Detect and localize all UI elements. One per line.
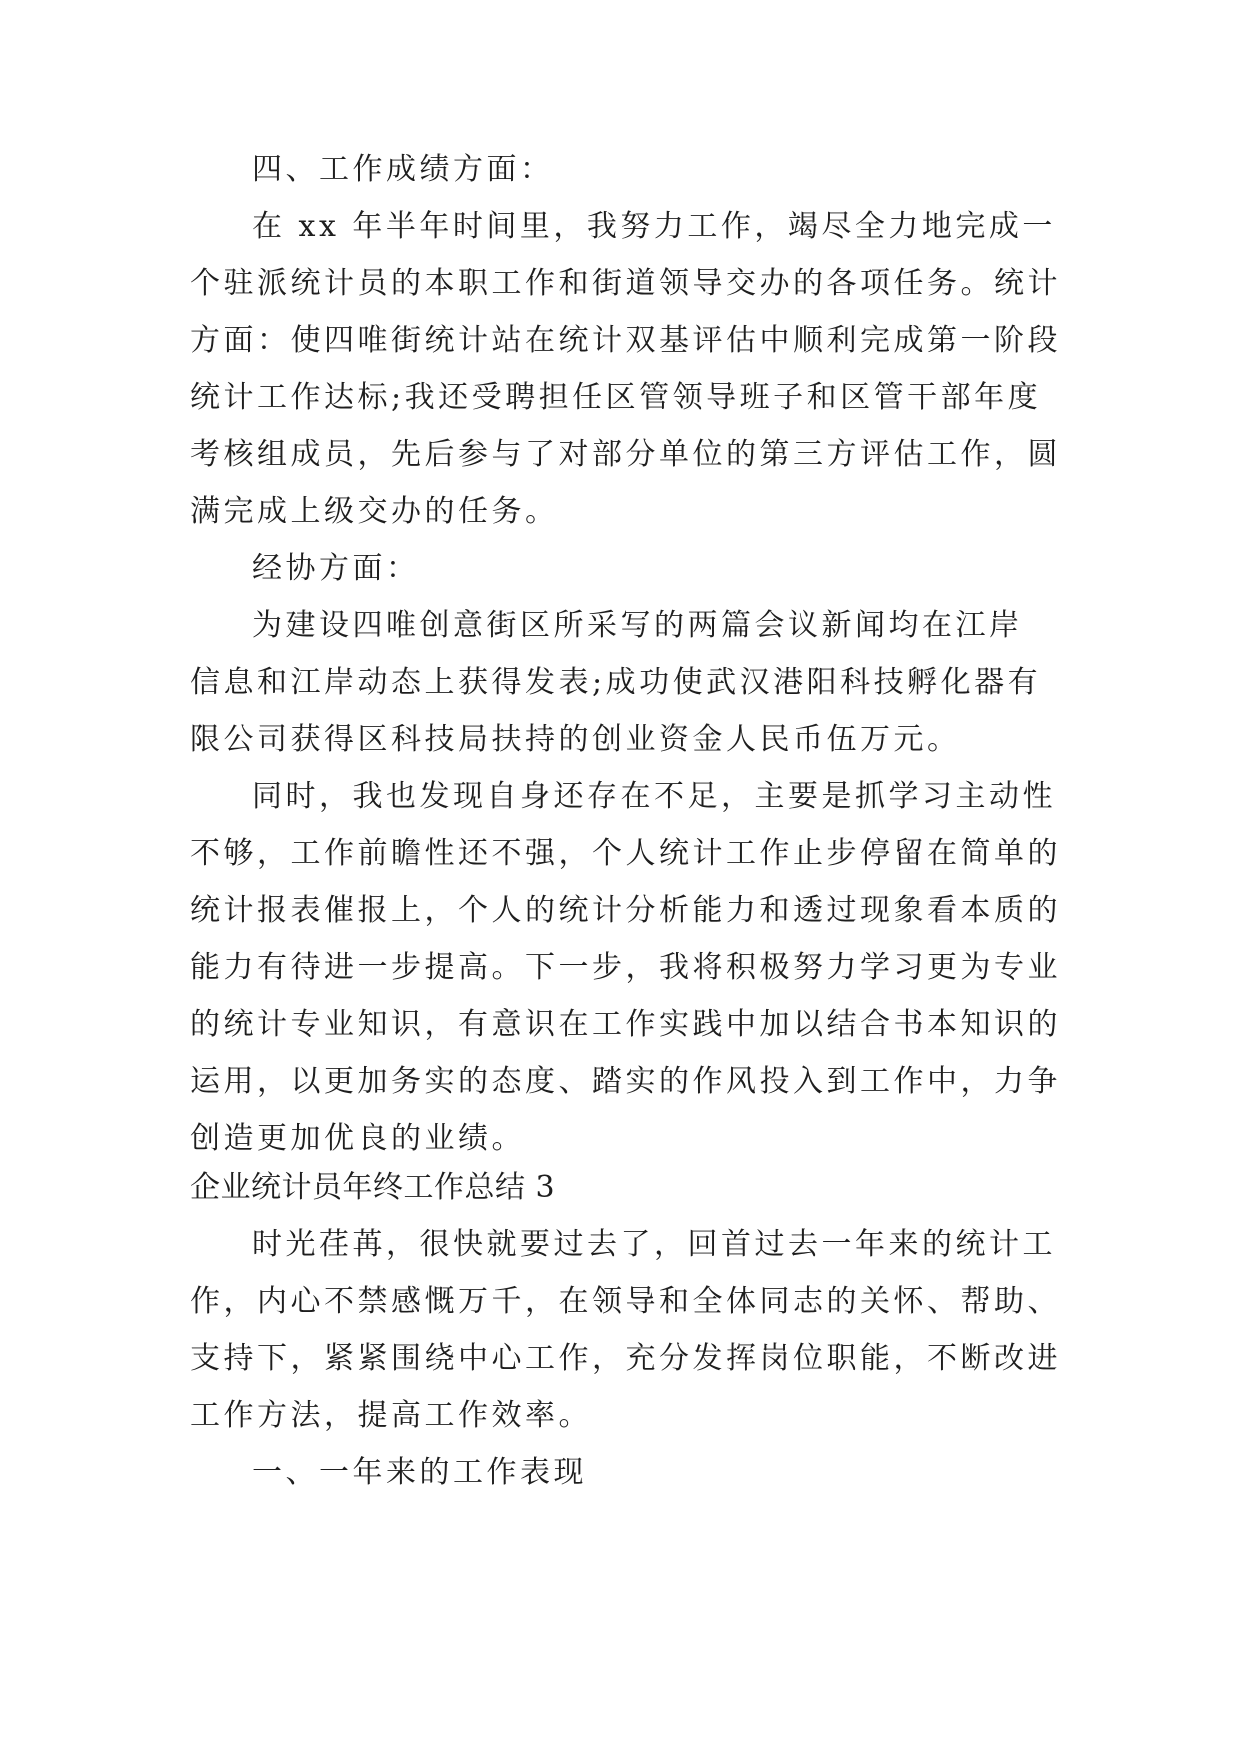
section-heading-achievements: 四、工作成绩方面：: [252, 152, 554, 187]
section-heading-economic: 经协方面：: [252, 551, 420, 586]
paragraph-line: 统计报表催报上，个人的统计分析能力和透过现象看本质的: [190, 893, 1061, 928]
paragraph-line: 方面：使四唯街统计站在统计双基评估中顺利完成第一阶段: [190, 323, 1061, 358]
paragraph-line: 满完成上级交办的任务。: [190, 494, 559, 529]
paragraph-line: 在 xx 年半年时间里，我努力工作，竭尽全力地完成一: [252, 209, 1056, 244]
paragraph-line: 考核组成员，先后参与了对部分单位的第三方评估工作，圆: [190, 437, 1061, 472]
paragraph-line: 的统计专业知识，有意识在工作实践中加以结合书本知识的: [190, 1007, 1061, 1042]
paragraph-line: 统计工作达标;我还受聘担任区管领导班子和区管干部年度: [190, 380, 1042, 415]
paragraph-line: 同时，我也发现自身还存在不足，主要是抓学习主动性: [252, 779, 1056, 814]
paragraph-line: 工作方法，提高工作效率。: [190, 1398, 592, 1433]
paragraph-line: 创造更加优良的业绩。: [190, 1121, 525, 1156]
paragraph-line: 运用，以更加务实的态度、踏实的作风投入到工作中，力争: [190, 1064, 1061, 1099]
section-heading-performance: 一、一年来的工作表现: [252, 1455, 587, 1490]
paragraph-line: 支持下，紧紧围绕中心工作，充分发挥岗位职能，不断改进: [190, 1341, 1061, 1376]
paragraph-line: 作，内心不禁感慨万千，在领导和全体同志的关怀、帮助、: [190, 1284, 1061, 1319]
paragraph-line: 为建设四唯创意街区所采写的两篇会议新闻均在江岸: [252, 608, 1023, 643]
paragraph-line: 能力有待进一步提高。下一步，我将积极努力学习更为专业: [190, 950, 1061, 985]
paragraph-line: 个驻派统计员的本职工作和街道领导交办的各项任务。统计: [190, 266, 1061, 301]
paragraph-line: 信息和江岸动态上获得发表;成功使武汉港阳科技孵化器有: [190, 665, 1042, 700]
paragraph-line: 限公司获得区科技局扶持的创业资金人民币伍万元。: [190, 722, 961, 757]
paragraph-line: 时光荏苒，很快就要过去了，回首过去一年来的统计工: [252, 1227, 1056, 1262]
paragraph-line: 不够，工作前瞻性还不强，个人统计工作止步停留在简单的: [190, 836, 1061, 871]
document-title: 企业统计员年终工作总结 3: [190, 1170, 556, 1205]
